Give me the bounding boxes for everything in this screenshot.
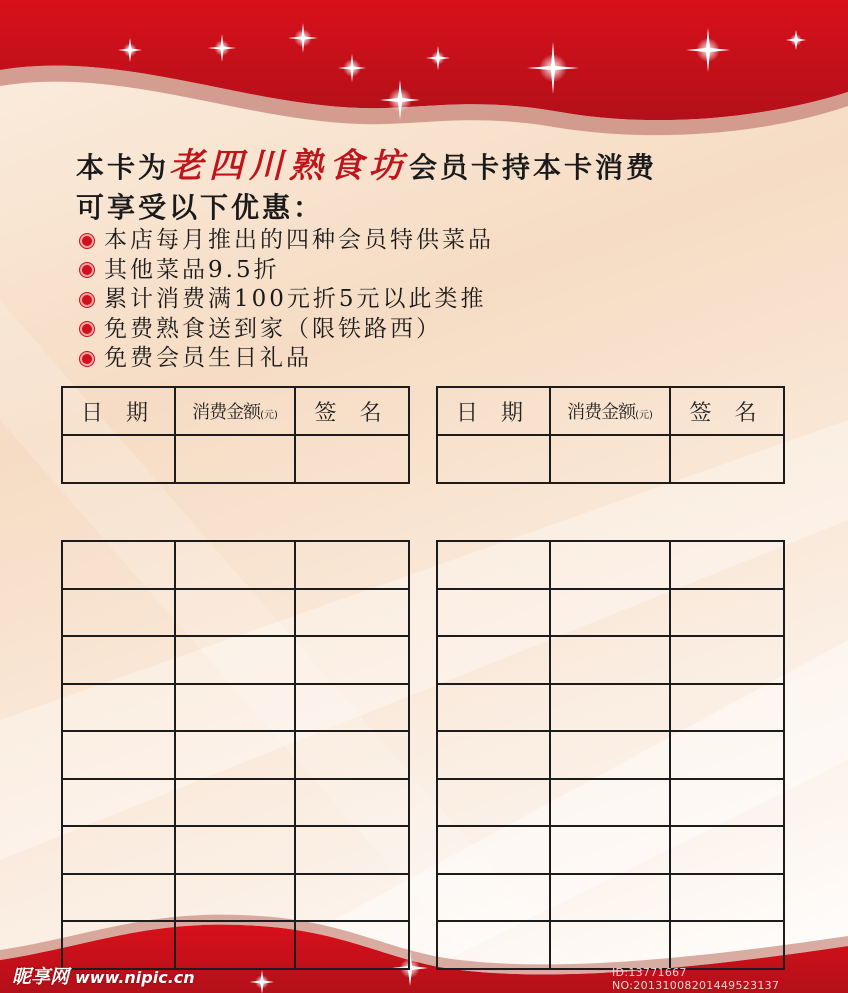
table-row bbox=[62, 874, 409, 922]
sign-cell[interactable] bbox=[295, 684, 409, 732]
record-table-bottom-left bbox=[61, 540, 410, 970]
sign-cell[interactable] bbox=[670, 921, 784, 969]
intro-line-2: 可享受以下优惠： bbox=[76, 191, 325, 224]
sign-cell[interactable] bbox=[295, 731, 409, 779]
amount-cell[interactable] bbox=[550, 636, 670, 684]
intro-text bbox=[76, 146, 796, 228]
watermark-url: www.nipic.cn bbox=[75, 968, 195, 987]
table-row bbox=[62, 435, 409, 483]
record-table-top-right bbox=[436, 386, 785, 484]
table-row bbox=[437, 731, 784, 779]
table-row bbox=[437, 435, 784, 483]
date-cell[interactable] bbox=[62, 589, 175, 637]
table-row bbox=[62, 779, 409, 827]
amount-cell[interactable] bbox=[550, 921, 670, 969]
date-cell[interactable] bbox=[62, 541, 175, 589]
date-cell[interactable] bbox=[62, 826, 175, 874]
site-watermark bbox=[12, 962, 195, 989]
sign-cell[interactable] bbox=[670, 541, 784, 589]
date-cell[interactable] bbox=[437, 684, 550, 732]
amount-cell[interactable] bbox=[550, 874, 670, 922]
amount-cell[interactable] bbox=[550, 826, 670, 874]
bullet-icon bbox=[80, 234, 94, 248]
sign-cell[interactable] bbox=[670, 731, 784, 779]
brand-name: 老四川熟食坊 bbox=[169, 146, 410, 186]
sign-cell[interactable] bbox=[670, 874, 784, 922]
perk-item: 其他菜品9.5折 bbox=[80, 256, 494, 286]
bullet-icon bbox=[80, 352, 94, 366]
image-id-text: ID:13771667 NO:20131008201449523137 bbox=[612, 966, 780, 992]
top-banner bbox=[0, 0, 848, 120]
amount-cell[interactable] bbox=[175, 826, 295, 874]
table-row bbox=[437, 589, 784, 637]
record-table-bottom-right bbox=[436, 540, 785, 970]
date-cell[interactable] bbox=[437, 589, 550, 637]
amount-cell[interactable] bbox=[550, 684, 670, 732]
amount-cell[interactable] bbox=[550, 435, 670, 483]
date-cell[interactable] bbox=[437, 636, 550, 684]
sign-cell[interactable] bbox=[295, 589, 409, 637]
perk-item: 本店每月推出的四种会员特供菜品 bbox=[80, 226, 494, 256]
date-cell[interactable] bbox=[62, 731, 175, 779]
amount-cell[interactable] bbox=[175, 636, 295, 684]
date-cell[interactable] bbox=[437, 435, 550, 483]
header-amount: 消费金额(元) bbox=[175, 387, 295, 435]
intro-suffix: 会员卡持本卡消费 bbox=[409, 151, 658, 184]
table-row bbox=[437, 684, 784, 732]
date-cell[interactable] bbox=[437, 779, 550, 827]
amount-cell[interactable] bbox=[550, 541, 670, 589]
table-row bbox=[62, 826, 409, 874]
date-cell[interactable] bbox=[437, 874, 550, 922]
bullet-icon bbox=[80, 293, 94, 307]
amount-cell[interactable] bbox=[175, 589, 295, 637]
bullet-icon bbox=[80, 322, 94, 336]
header-date: 日 期 bbox=[62, 387, 175, 435]
bullet-icon bbox=[80, 263, 94, 277]
table-header-row bbox=[62, 387, 409, 435]
table-row bbox=[437, 779, 784, 827]
date-cell[interactable] bbox=[437, 731, 550, 779]
amount-cell[interactable] bbox=[175, 874, 295, 922]
sign-cell[interactable] bbox=[295, 826, 409, 874]
sign-cell[interactable] bbox=[295, 874, 409, 922]
sign-cell[interactable] bbox=[295, 541, 409, 589]
sign-cell[interactable] bbox=[670, 684, 784, 732]
watermark-logo: 昵享网 bbox=[12, 966, 70, 988]
sign-cell[interactable] bbox=[670, 636, 784, 684]
date-cell[interactable] bbox=[62, 435, 175, 483]
record-table-top-left bbox=[61, 386, 410, 484]
amount-cell[interactable] bbox=[550, 589, 670, 637]
date-cell[interactable] bbox=[62, 636, 175, 684]
header-date: 日 期 bbox=[437, 387, 550, 435]
intro-line-1 bbox=[76, 146, 796, 188]
date-cell[interactable] bbox=[62, 684, 175, 732]
sign-cell[interactable] bbox=[670, 779, 784, 827]
table-row bbox=[437, 636, 784, 684]
sign-cell[interactable] bbox=[295, 779, 409, 827]
table-row bbox=[62, 541, 409, 589]
amount-cell[interactable] bbox=[175, 435, 295, 483]
table-row bbox=[437, 541, 784, 589]
header-sign: 签 名 bbox=[295, 387, 409, 435]
amount-cell[interactable] bbox=[550, 731, 670, 779]
table-row bbox=[62, 636, 409, 684]
date-cell[interactable] bbox=[437, 921, 550, 969]
table-row bbox=[437, 921, 784, 969]
table-header-row bbox=[437, 387, 784, 435]
table-row bbox=[62, 684, 409, 732]
amount-cell[interactable] bbox=[550, 779, 670, 827]
table-row bbox=[62, 731, 409, 779]
header-amount: 消费金额(元) bbox=[550, 387, 670, 435]
sign-cell[interactable] bbox=[670, 826, 784, 874]
sign-cell[interactable] bbox=[295, 435, 409, 483]
perk-item: 免费熟食送到家（限铁路西） bbox=[80, 315, 494, 345]
sign-cell[interactable] bbox=[295, 921, 409, 969]
date-cell[interactable] bbox=[62, 779, 175, 827]
date-cell[interactable] bbox=[437, 826, 550, 874]
sign-cell[interactable] bbox=[670, 435, 784, 483]
perk-item: 累计消费满100元折5元以此类推 bbox=[80, 285, 494, 315]
amount-cell[interactable] bbox=[175, 779, 295, 827]
amount-cell[interactable] bbox=[175, 684, 295, 732]
table-row bbox=[437, 874, 784, 922]
date-cell[interactable] bbox=[437, 541, 550, 589]
header-sign: 签 名 bbox=[670, 387, 784, 435]
intro-prefix: 本卡为 bbox=[76, 151, 170, 184]
date-cell[interactable] bbox=[62, 874, 175, 922]
amount-cell[interactable] bbox=[175, 541, 295, 589]
table-row bbox=[62, 589, 409, 637]
table-row bbox=[437, 826, 784, 874]
perk-list bbox=[80, 226, 494, 374]
sign-cell[interactable] bbox=[295, 636, 409, 684]
sign-cell[interactable] bbox=[670, 589, 784, 637]
perk-item: 免费会员生日礼品 bbox=[80, 344, 494, 374]
amount-cell[interactable] bbox=[175, 731, 295, 779]
